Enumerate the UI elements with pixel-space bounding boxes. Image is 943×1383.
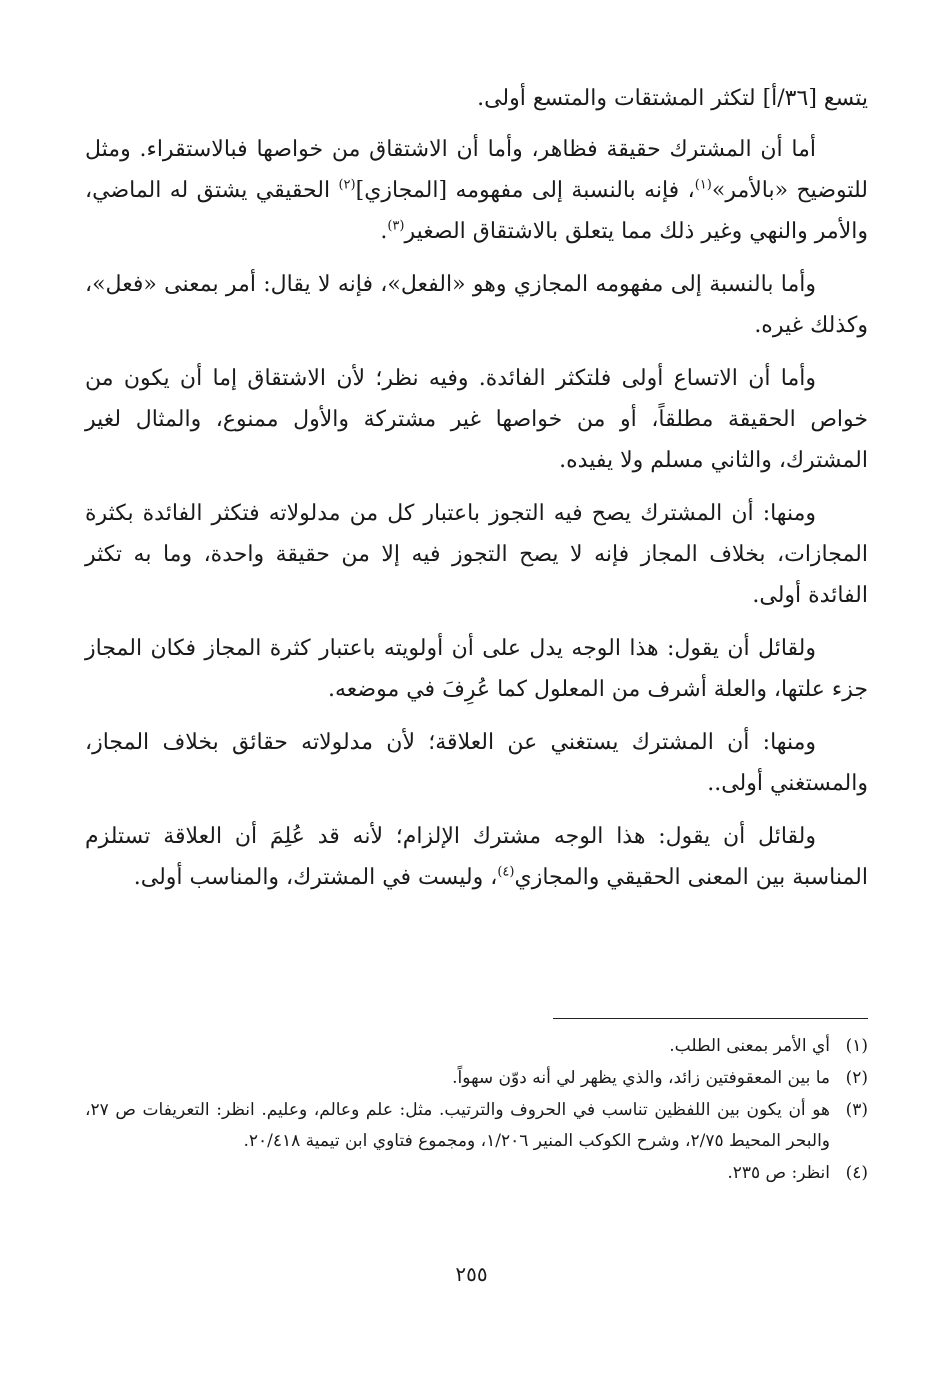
footnote-number: (١) — [845, 1036, 868, 1056]
paragraph-1 — [85, 129, 868, 252]
footnotes-section — [85, 1018, 868, 1190]
footnote-divider — [553, 1018, 868, 1019]
page-number: ٢٥٥ — [455, 1262, 488, 1286]
main-text — [85, 78, 868, 910]
paragraph-7-part-b: ، وليست في المشترك، والمناسب أولى. — [133, 865, 498, 890]
paragraph-5: ولقائل أن يقول: هذا الوجه يدل على أن أولويته باعتبار كثرة المجاز فكان المجاز جزء علتها، والعلة أشرف من المعلول كما عُرِفَ في موضعه. — [85, 636, 868, 702]
paragraph-1-part-b: ، فإنه بالنسبة إلى مفهومه [المجازي] — [355, 178, 695, 203]
footnote-number: (٤) — [845, 1163, 868, 1183]
paragraph-7 — [85, 816, 868, 898]
paragraph-4: ومنها: أن المشترك يصح فيه التجوز باعتبار كل من مدلولاته فتكثر الفائدة بكثرة المجازات، بخلاف المجاز فإنه لا يصح التجوز فيه إلا من حقيقة واحدة، وما به تكثر الفائدة أولى. — [85, 501, 868, 608]
paragraph-1-part-d: . — [380, 219, 388, 244]
footnote-4 — [85, 1158, 868, 1189]
paragraph-1-part-c: الحقيقي يشتق له الماضي، والأمر والنهي وغير ذلك مما يتعلق بالاشتقاق الصغير — [85, 178, 868, 244]
footnote-text: ما بين المعقوفتين زائد، والذي يظهر لي أنه دوّن سهواً. — [452, 1068, 830, 1088]
paragraph-7-part-a: ولقائل أن يقول: هذا الوجه مشترك الإلزام؛ لأنه قد عُلِمَ أن العلاقة تستلزم المناسبة بين المعنى الحقيقي والمجازي — [85, 824, 868, 890]
footnote-text: انظر: ص ٢٣٥. — [727, 1163, 830, 1183]
paragraph-3: وأما أن الاتساع أولى فلتكثر الفائدة. وفيه نظر؛ لأن الاشتقاق إما أن يكون من خواص الحقيقة مطلقاً، أو من خواصها غير مشتركة والأول ممنوع، والمثال لغير المشترك، والثاني مسلم ولا يفيده. — [85, 366, 868, 473]
paragraph-6: ومنها: أن المشترك يستغني عن العلاقة؛ لأن مدلولاته حقائق بخلاف المجاز، والمستغني أولى.. — [85, 730, 868, 796]
footnote-ref-2[interactable]: (٢) — [338, 177, 356, 193]
footnote-1 — [85, 1031, 868, 1062]
footnote-ref-4[interactable]: (٤) — [497, 864, 515, 880]
footnote-2 — [85, 1063, 868, 1094]
footnote-ref-3[interactable]: (٣) — [387, 218, 405, 234]
paragraph-1-part-a: أما أن المشترك حقيقة فظاهر، وأما أن الاشتقاق من خواصها فبالاستقراء. ومثل للتوضيح «بالأمر» — [85, 137, 868, 203]
footnote-text: هو أن يكون بين اللفظين تناسب في الحروف والترتيب. مثل: علم وعالم، وعليم. انظر: التعريفات ص ٢٧، والبحر المحيط ٢/٧٥، وشرح الكوكب المنير ١/٢٠٦، ومجموع فتاوي ابن تيمية ٢٠/٤١٨. — [85, 1100, 830, 1151]
footnote-text: أي الأمر بمعنى الطلب. — [669, 1036, 830, 1056]
footnote-ref-1[interactable]: (١) — [694, 177, 712, 193]
paragraph-2: وأما بالنسبة إلى مفهومه المجازي وهو «الفعل»، فإنه لا يقال: أمر بمعنى «فعل»، وكذلك غيره. — [85, 272, 868, 338]
footnote-number: (٣) — [845, 1100, 868, 1120]
paragraph-0: يتسع [٣٦/أ] لتكثر المشتقات والمتسع أولى. — [477, 86, 868, 111]
footnote-3 — [85, 1095, 868, 1157]
footnote-number: (٢) — [845, 1068, 868, 1088]
